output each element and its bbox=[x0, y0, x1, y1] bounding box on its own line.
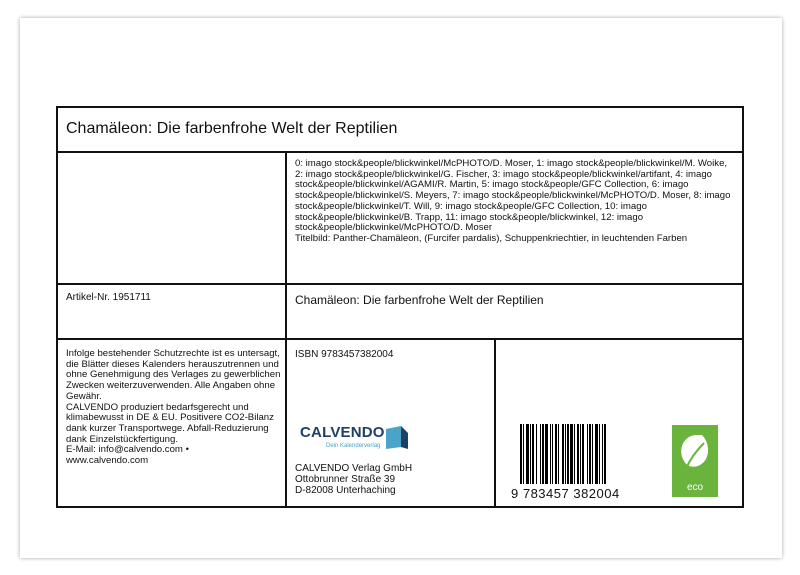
production-text: CALVENDO produziert bedarfsgerecht und klimabewusst in DE & EU. Positivere CO2-Bilanz dank kurzer Transportwege. Abfall-Reduzierung dank Einzelstückfertigung. bbox=[66, 401, 274, 445]
barcode-bar bbox=[562, 424, 564, 484]
barcode-bar bbox=[582, 424, 584, 484]
credits-text: 0: imago stock&people/blickwinkel/McPHOTO/D. Moser, 1: imago stock&people/blickwinkel/M. Woike, 2: imago stock&people/blickwinkel/G. Fischer, 3: imago stock&people/blickwinkel/artifant, 4: imago stock&people/blickwinkel/AGAMI/R. Martin, 5: imago stock&people/GFC Collection, 6: imago stock&people/blickwinkel/S. Meyers, 7: imago stock&people/blickwinkel/McPHOTO/D. Moser, 8: imago stock&people/blickwinkel/T. Will, 9: imago stock&people/GFC Collection, 10: imago stock&people/blickwinkel/B. Trapp, 11: imago stock&people/blickwinkel, 12: imago stock&people/blickwinkel/McPHOTO/D. Moser bbox=[295, 158, 731, 234]
barcode-bar bbox=[589, 424, 591, 484]
barcode-bar bbox=[592, 424, 593, 484]
barcode-bar bbox=[602, 424, 603, 484]
logo-wordmark: CALVENDO bbox=[300, 424, 385, 441]
barcode-bar bbox=[570, 424, 573, 484]
logo-tagline: Dein Kalenderverlag bbox=[326, 443, 381, 449]
table-divider bbox=[56, 151, 744, 153]
calvendo-logo bbox=[300, 424, 410, 454]
barcode-bar bbox=[565, 424, 566, 484]
publisher-city: D-82008 Unterhaching bbox=[295, 485, 396, 497]
barcode-bar bbox=[558, 424, 559, 484]
barcode-bar bbox=[574, 424, 575, 484]
barcode-bar bbox=[532, 424, 534, 484]
barcode-bar bbox=[567, 424, 569, 484]
barcode-bar bbox=[555, 424, 557, 484]
eco-badge bbox=[672, 425, 718, 497]
barcode-bar bbox=[587, 424, 588, 484]
barcode-bar bbox=[550, 424, 551, 484]
table-divider bbox=[56, 338, 744, 340]
publisher-address bbox=[295, 463, 412, 497]
eco-label: eco bbox=[686, 482, 704, 493]
cover-caption: Titelbild: Panther-Chamäleon, (Furcifer pardalis), Schuppenkriechtier, in leuchtenden Farben bbox=[295, 232, 688, 244]
barcode-bar bbox=[536, 424, 537, 484]
calendar-subtitle: Chamäleon: Die farbenfrohe Welt der Reptilien bbox=[295, 293, 544, 307]
barcode-bar bbox=[520, 424, 522, 484]
legal-text: Infolge bestehender Schutzrechte ist es untersagt, die Blätter dieses Kalenders herauszutrennen und ohne Genehmigung des Verlages zu gewerblichen Zwecken weiterzuverwenden. Alle Angaben ohne Gewähr. bbox=[66, 348, 281, 402]
barcode-bar bbox=[599, 424, 600, 484]
barcode-bar bbox=[577, 424, 579, 484]
article-number: Artikel-Nr. 1951711 bbox=[66, 292, 151, 303]
isbn: ISBN 9783457382004 bbox=[295, 349, 394, 360]
calendar-title: Chamäleon: Die farbenfrohe Welt der Reptilien bbox=[66, 120, 398, 137]
barcode-bar bbox=[552, 424, 553, 484]
photo-credits bbox=[295, 159, 735, 245]
barcode-bar bbox=[580, 424, 581, 484]
logo-flag-icon bbox=[384, 425, 410, 451]
contact-web[interactable]: www.calvendo.com bbox=[66, 455, 149, 467]
publisher-street: Ottobrunner Straße 39 bbox=[295, 474, 396, 486]
barcode-bar bbox=[530, 424, 531, 484]
barcode-bar bbox=[545, 424, 548, 484]
table-divider bbox=[285, 151, 287, 508]
barcode-bar bbox=[595, 424, 598, 484]
table-divider bbox=[56, 283, 744, 285]
barcode-bar bbox=[604, 424, 606, 484]
contact-email[interactable]: E-Mail: info@calvendo.com • bbox=[66, 444, 189, 456]
barcode-bar bbox=[540, 424, 541, 484]
legal-notice bbox=[66, 349, 281, 467]
barcode-bar bbox=[523, 424, 524, 484]
barcode-bar bbox=[526, 424, 529, 484]
publisher-name: CALVENDO Verlag GmbH bbox=[295, 463, 413, 474]
barcode-number: 9 783457 382004 bbox=[511, 486, 620, 501]
leaf-icon bbox=[672, 425, 718, 481]
barcode-bar bbox=[542, 424, 544, 484]
table-divider bbox=[494, 338, 496, 508]
